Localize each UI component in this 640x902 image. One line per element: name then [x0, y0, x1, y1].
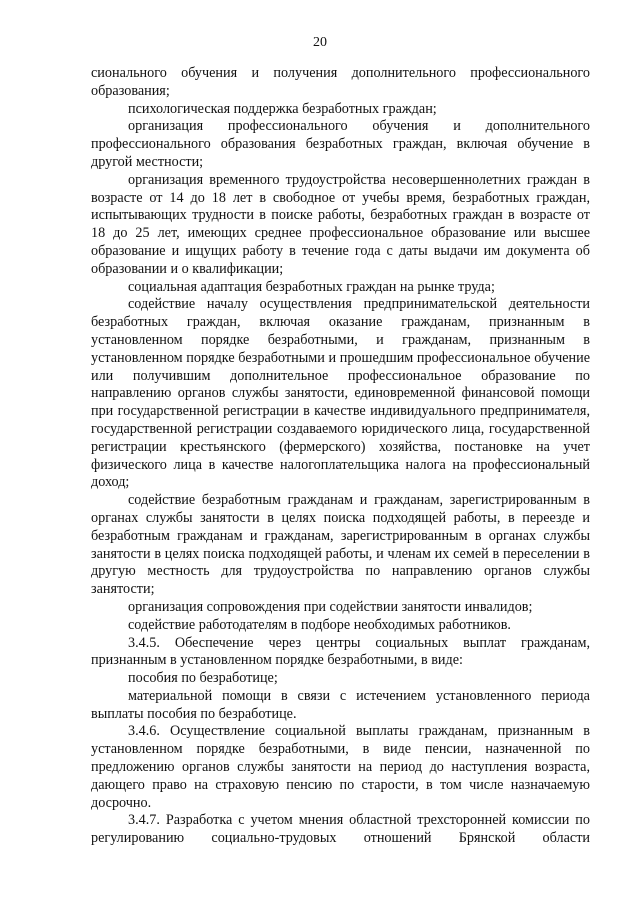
paragraph-unemployment-benefit: пособия по безработице; [128, 670, 278, 687]
paragraph-psychological-support: психологическая поддержка безработных граждан; [128, 100, 437, 117]
paragraph-professional-training: организация профессионального обучения и дополнительного профессионального образования безработных граждан, включая обучение в другой местности; [91, 118, 590, 170]
paragraph-relocation-support: содействие безработным гражданам и гражданам, зарегистрированным в органах службы занятости в целях поиска подходящей работы, в переезде и безработным гражданам и гражданам, зарегистрированным в органах службы занятости в целях поиска подходящей работы, и членам их семей в переселении в другую местность для трудоустройства по направлению органов службы занятости; [91, 492, 590, 598]
paragraph-disabled-support: организация сопровождения при содействии занятости инвалидов; [128, 598, 533, 615]
paragraph-3-4-5: 3.4.5. Обеспечение через центры социальных выплат гражданам, признанным в установленном порядке безработными, в виде: [91, 634, 590, 669]
document-body [91, 65, 590, 848]
paragraph-entrepreneurship-support: содействие началу осуществления предпринимательской деятельности безработных граждан, включая оказание гражданам, признанным в установленном порядке безработными, и гражданам, признанным в установленном порядке безработными и прошедшим профессиональное обучение или получившим дополнительное профессиональное образование по направлению органов службы занятости, единовременной финансовой помощи при государственной регистрации в качестве индивидуального предпринимателя, государственной регистрации создаваемого юридического лица, государственной регистрации крестьянского (фермерского) хозяйства, постановке на учет физического лица в качестве налогоплательщика налога на профессиональный доход; [91, 296, 590, 491]
paragraph-continuation: сионального обучения и получения дополнительного профессионального образования; [91, 65, 590, 99]
paragraph-material-assistance: материальной помощи в связи с истечением установленного периода выплаты пособия по безработице. [91, 687, 590, 722]
paragraph-3-4-7: 3.4.7. Разработка с учетом мнения областной трехсторонней комиссии по регулированию социально-трудовых отношений Брянской области [91, 812, 590, 847]
page-number: 20 [313, 35, 327, 50]
paragraph-social-adaptation: социальная адаптация безработных граждан на рынке труда; [128, 278, 495, 295]
paragraph-employer-support: содействие работодателям в подборе необходимых работников. [128, 616, 511, 633]
paragraph-temporary-employment: организация временного трудоустройства несовершеннолетних граждан в возрасте от 14 до 18 лет в свободное от учебы время, безработных граждан, испытывающих трудности в поиске работы, безработных граждан в возрасте от 18 до 25 лет, имеющих среднее профессиональное образование или высшее образование и ищущих работу в течение года с даты выдачи им документа об образовании и о квалификации; [91, 171, 590, 277]
paragraph-3-4-6: 3.4.6. Осуществление социальной выплаты гражданам, признанным в установленном порядке безработными, в виде пенсии, назначенной по предложению органов службы занятости на период до наступления возраста, дающего право на страховую пенсию по старости, в том числе назначаемую досрочно. [91, 723, 590, 811]
